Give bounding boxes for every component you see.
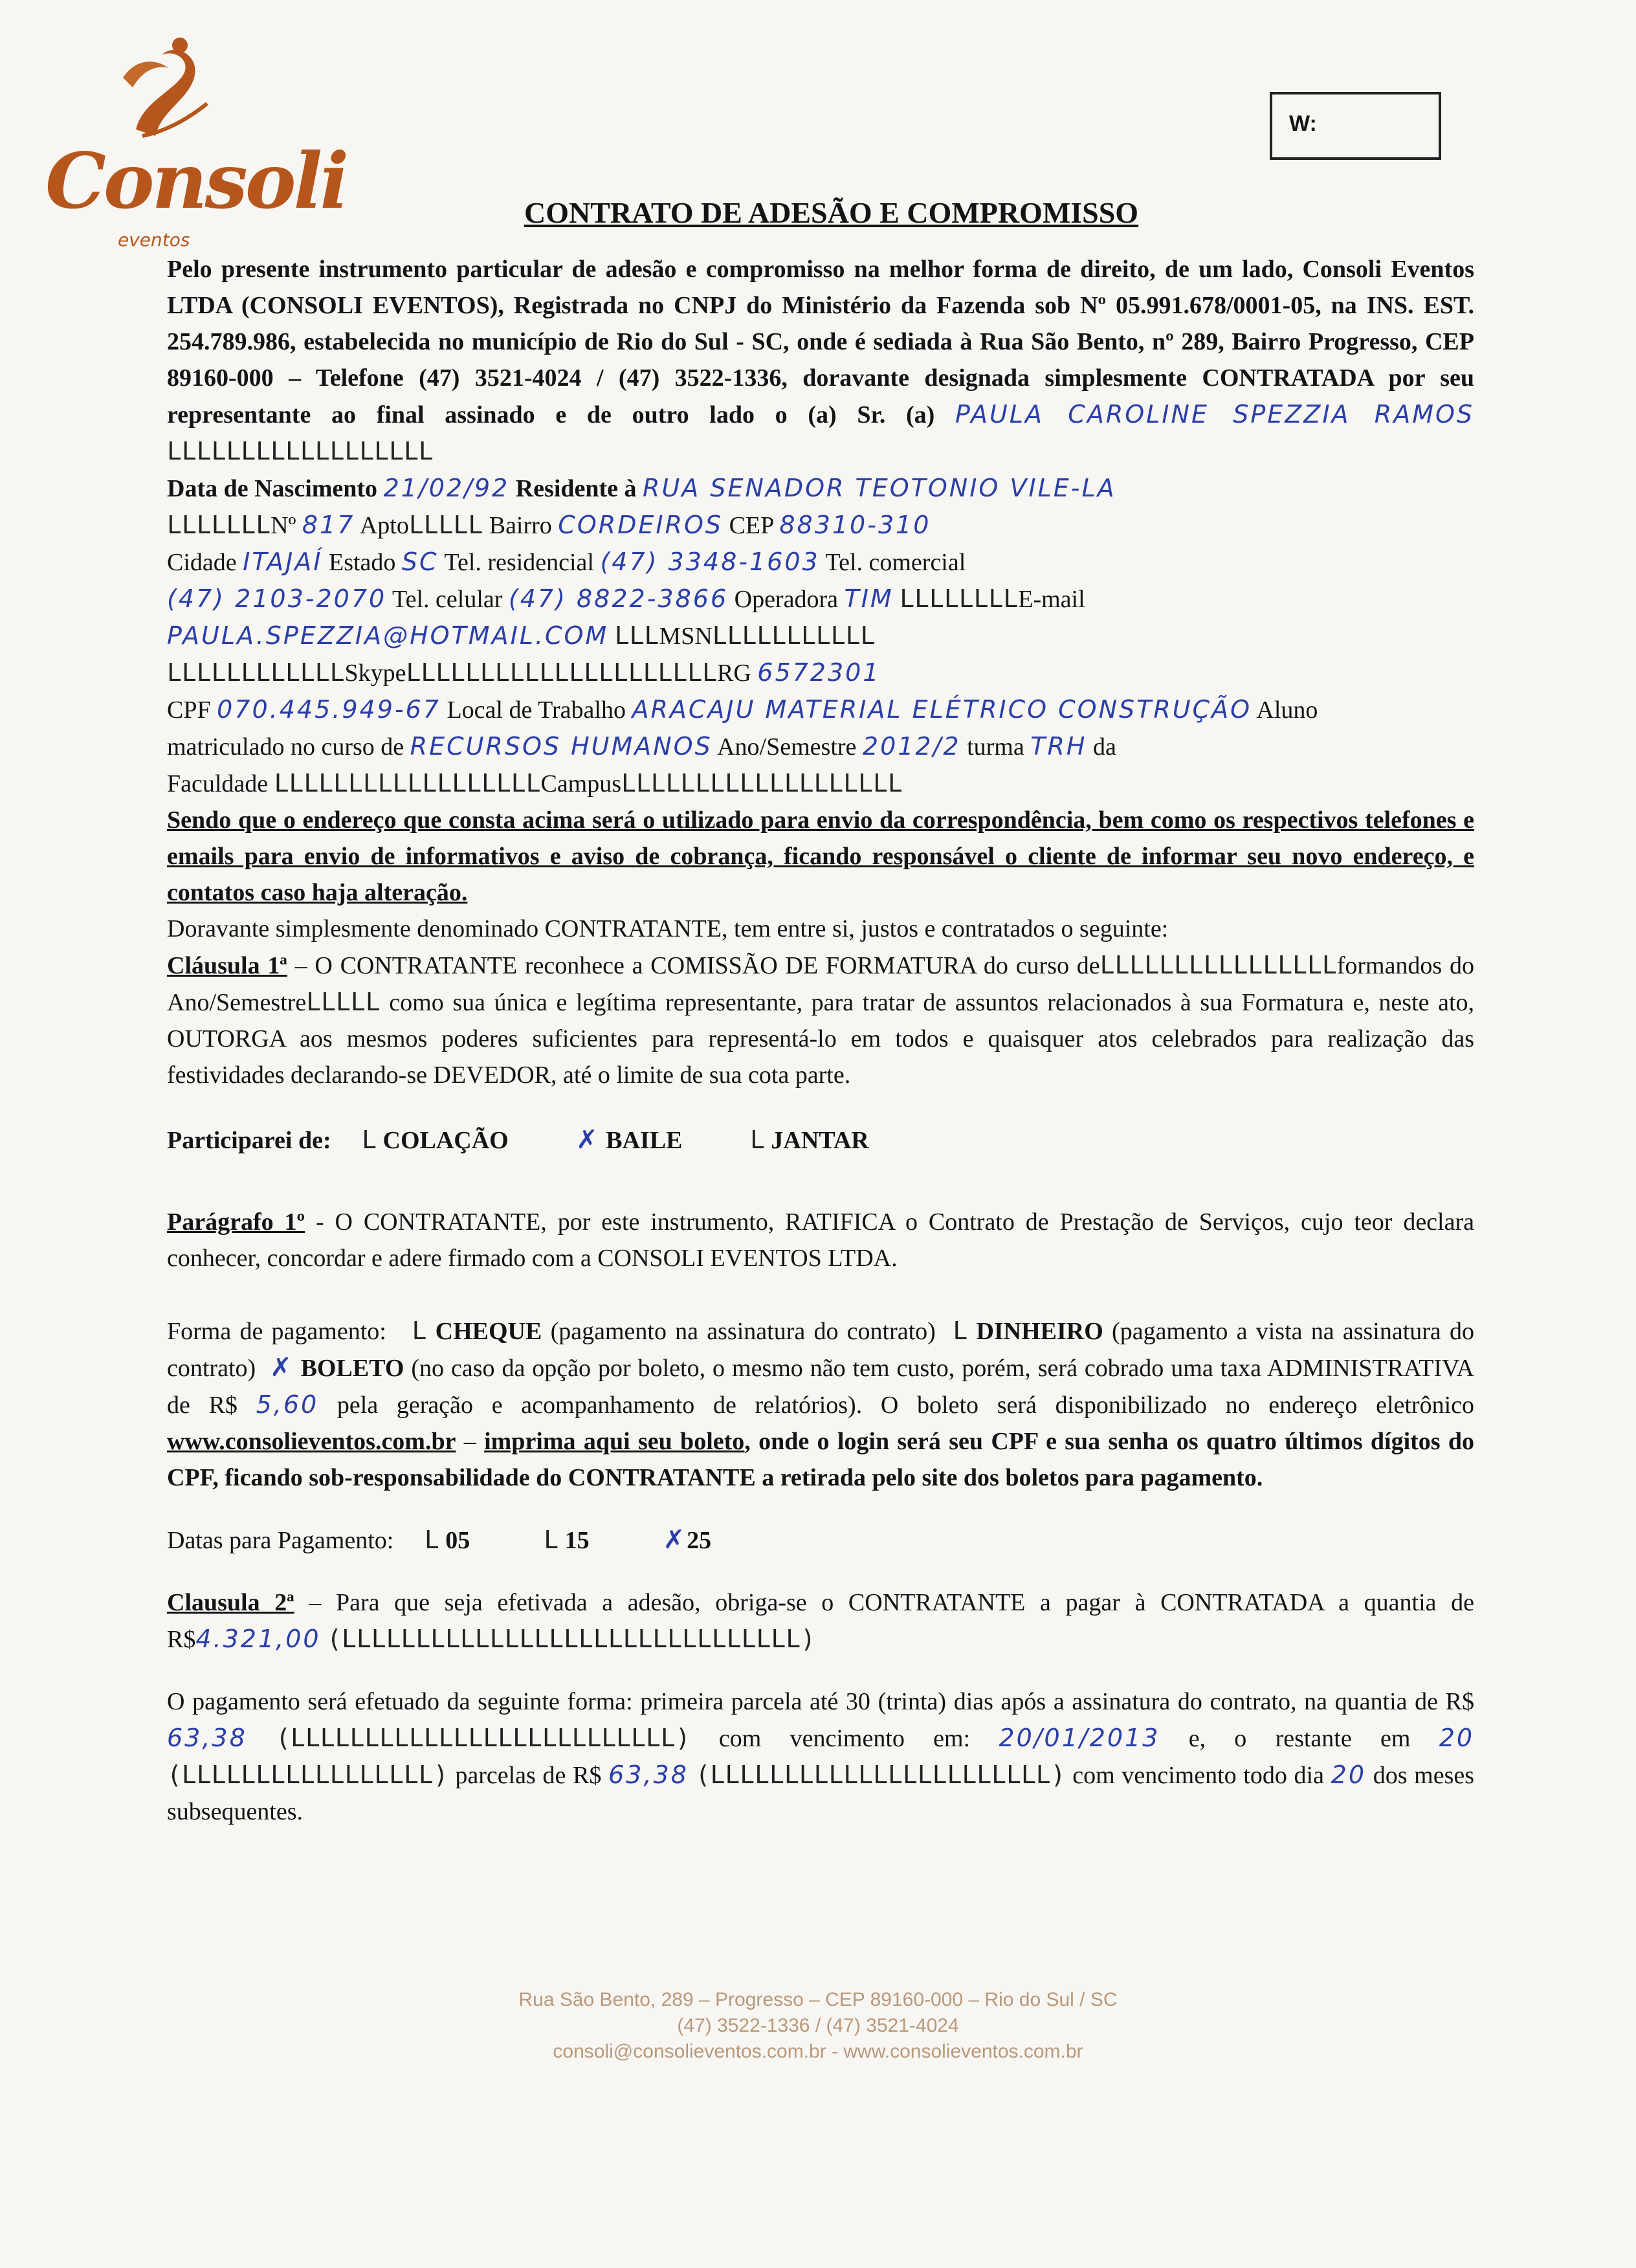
email-label: E-mail — [1018, 586, 1085, 613]
fill-boxes: LLLLLLLLLLLLLLLL — [1100, 951, 1337, 979]
fill-boxes: LLL — [614, 621, 659, 650]
n-label: Nº — [271, 512, 296, 539]
fill-boxes: LLLLLLLL — [900, 584, 1019, 613]
parcelas-label: parcelas de R$ — [455, 1762, 602, 1789]
cep-field: 88310-310 — [779, 511, 931, 539]
tel-res-field: (47) 3348-1603 — [600, 548, 820, 576]
tel-res-label: Tel. residencial — [444, 549, 594, 576]
curso-field: RECURSOS HUMANOS — [410, 732, 713, 761]
operadora-label: Operadora — [734, 586, 838, 613]
msn-label: MSN — [659, 623, 713, 650]
valor-field: 4.321,00 — [195, 1625, 321, 1653]
campus-label: Campus — [540, 770, 622, 797]
estado-label: Estado — [328, 549, 396, 576]
ano-label: Ano/Semestre — [717, 733, 857, 761]
cidade-field: ITAJAÍ — [243, 548, 323, 576]
trabalho-label: Local de Trabalho — [447, 696, 626, 724]
dia-label-b: dos meses subsequentes. — [167, 1762, 1475, 1825]
fill-boxes: LLLLLLLLLLLLLLLLLLLLL — [406, 658, 717, 687]
cpf-field: 070.445.949-67 — [217, 695, 441, 724]
checkbox-colacao[interactable]: L — [362, 1126, 377, 1154]
tel-cel-field: (47) 8822-3866 — [508, 584, 729, 613]
forma-text-a: O pagamento será efetuado da seguinte forma: primeira parcela até 30 (trinta) dias após a assinatura do contrato, na quantia de R$ — [167, 1688, 1474, 1715]
residente-label: Residente à — [515, 475, 637, 502]
fill-boxes: (LLLLLLLLLLLLLLLLLLLLLLLLLL) — [276, 1724, 691, 1752]
paragrafo1-paragraph — [167, 1204, 1474, 1276]
footer-phones: (47) 3522-1336 / (47) 3521-4024 — [677, 2015, 959, 2036]
checkbox-dia-05[interactable]: L — [424, 1526, 439, 1554]
tel-com-field: (47) 2103-2070 — [167, 584, 387, 613]
option-cheque: CHEQUE — [435, 1318, 542, 1345]
restante-field: 20 — [1439, 1724, 1475, 1752]
pagamento-paragraph: Forma de pagamento: L CHEQUE (pagamento na assinatura do contrato) L DINHEIRO (pagamento a vista na assinatura do contrato) ✗ BOLETO (no caso da opção por boleto, o mesmo não tem custo, porém, será cobrado uma taxa ADMINISTRATIVA de R$ 5,60 pela geração e acompanhamento de relatórios). O boleto será disponibilizado no endereço eletrônico www.consolieventos.com.br – imprima aqui seu boleto, onde o login será seu CPF e sua senha os quatro últimos dígitos do CPF, ficando sob-responsabilidade do CONTRATANTE a retirada pelo site dos boletos para pagamento. — [167, 1317, 1475, 1491]
email-field: PAULA.SPEZZIA@HOTMAIL.COM — [167, 621, 609, 650]
logo-figure-icon — [97, 32, 227, 142]
clausula2-text: – Para que seja efetivada a adesão, obriga-se o CONTRATANTE a pagar à CONTRATADA a quantia de R$ — [167, 1589, 1474, 1653]
rg-field: 6572301 — [757, 658, 881, 687]
cidade-line — [167, 544, 1474, 581]
fill-boxes: LLLLLLLLLLLLLLLLLL — [274, 769, 541, 797]
turma-label: turma — [967, 733, 1024, 761]
fill-boxes: (LLLLLLLLLLLLLLLLLLLLLLLLLLLLLLL) — [327, 1625, 816, 1653]
clausula1-text-c: como sua única e legítima representante, para tratar de assuntos relacionados à sua Formatura e, neste ato, OUTORGA aos mesmos poderes suficientes para representá-lo em todos e quaisquer atos celebrados para realização das festividades declarando-se DEVEDOR, até o limite de sua cota parte. — [167, 989, 1475, 1089]
checkbox-boleto-checked[interactable]: ✗ — [270, 1353, 294, 1383]
cpf-label: CPF — [167, 696, 211, 724]
option-dia-05: 05 — [445, 1527, 470, 1554]
operadora-field: TIM — [844, 584, 894, 613]
checkbox-cheque[interactable]: L — [412, 1317, 427, 1345]
dia-field: 20 — [1331, 1761, 1367, 1789]
forma-paragraph — [167, 1684, 1474, 1830]
option-dinheiro: DINHEIRO — [976, 1318, 1103, 1345]
checkbox-dia-25-checked[interactable]: ✗ — [663, 1525, 687, 1555]
checkbox-jantar[interactable]: L — [750, 1126, 765, 1154]
footer-address: Rua São Bento, 289 – Progresso – CEP 89160-000 – Rio do Sul / SC — [518, 1989, 1118, 2010]
option-boleto: BOLETO — [300, 1355, 404, 1382]
fill-boxes: LLLLLLLLLLLL — [167, 658, 345, 687]
participarei-line — [167, 1122, 1474, 1159]
curso-line — [167, 728, 1474, 765]
cheque-note: (pagamento na assinatura do contrato) — [550, 1318, 936, 1345]
option-colacao: COLAÇÃO — [382, 1127, 509, 1154]
clausula1-text-b: formandos do Ano/Semestre — [167, 952, 1475, 1016]
fill-boxes: LLLLLLLLLLL — [712, 621, 876, 650]
clausula2-paragraph — [167, 1584, 1474, 1658]
email-line — [167, 617, 1474, 654]
pagamento-label: Forma de pagamento: — [167, 1318, 386, 1345]
aluno-label: Aluno — [1256, 696, 1318, 724]
parcela-valor-field: 63,38 — [608, 1761, 689, 1789]
trabalho-field: ARACAJU MATERIAL ELÉTRICO CONSTRUÇÃO — [632, 695, 1252, 724]
w-box: W: — [1270, 92, 1441, 160]
faculdade-label: Faculdade — [167, 770, 269, 797]
cep-label: CEP — [729, 512, 773, 539]
imprima-link[interactable]: imprima aqui seu boleto — [484, 1428, 745, 1455]
datas-line — [167, 1522, 1474, 1559]
nascimento-label: Data de Nascimento — [167, 475, 378, 502]
faculdade-line — [167, 765, 1474, 802]
numero-line — [167, 507, 1474, 544]
turma-field: TRH — [1030, 732, 1087, 761]
notice-paragraph: Sendo que o endereço que consta acima será o utilizado para envio da correspondência, bem como os respectivos telefones e emails para envio de informativos e aviso de cobrança, ficando responsável o cliente de informar seu novo endereço, e contatos caso haja alteração. — [167, 806, 1474, 906]
da-label: da — [1092, 733, 1116, 761]
footer — [0, 1987, 1636, 2065]
intro-text: Pelo presente instrumento particular de adesão e compromisso na melhor forma de direito, de um lado, Consoli Eventos LTDA (CONSOLI EVENTOS), Registrada no CNPJ do Ministério da Fazenda sob Nº 05.991.678/0001-05, na INS. EST. 254.789.986, estabelecida no município de Rio do Sul - SC, onde é sediada à Rua São Bento, nº 289, Bairro Progresso, CEP 89160-000 – Telefone (47) 3521-4024 / (47) 3522-1336, doravante designada simplesmente CONTRATADA por seu representante ao final assinado e de outro lado o (a) Sr. (a) — [167, 256, 1474, 428]
site-link[interactable]: www.consolieventos.com.br — [167, 1428, 456, 1455]
fill-boxes: LLLLLLLLLLLLLLLLLLL — [621, 769, 903, 797]
fill-boxes: (LLLLLLLLLLLLLLLLL) — [167, 1761, 448, 1789]
clausula2-label: Clausula 2ª — [167, 1589, 294, 1616]
intro-paragraph — [167, 251, 1474, 470]
estado-field: SC — [401, 548, 439, 576]
skype-line — [167, 654, 1474, 691]
curso-label: matriculado no curso de — [167, 733, 404, 761]
fill-boxes: LLLLL — [306, 988, 381, 1016]
skype-label: Skype — [344, 660, 406, 687]
clausula1-label: Cláusula 1ª — [167, 952, 287, 979]
nascimento-line — [167, 470, 1474, 507]
boleto-note: (no caso da opção por boleto, o mesmo não tem custo, porém, será cobrado uma taxa ADMINISTRATIVA de R$ — [167, 1355, 1475, 1419]
option-dia-25: 25 — [687, 1527, 712, 1554]
taxa-field: 5,60 — [256, 1390, 319, 1419]
nascimento-field: 21/02/92 — [383, 474, 510, 502]
name-field: PAULA CAROLINE SPEZZIA RAMOS — [955, 400, 1475, 428]
taxa-note: pela geração e acompanhamento de relatórios). O boleto será disponibilizado no endereço eletrônico — [337, 1392, 1475, 1419]
checkbox-dia-15[interactable]: L — [544, 1526, 559, 1554]
dinheiro-note: (pagamento a vista na assinatura do contrato) — [167, 1318, 1475, 1382]
cpf-line — [167, 691, 1474, 728]
logo-sub-text: eventos — [118, 229, 190, 250]
n-field: 817 — [302, 511, 355, 539]
fill-boxes: LLLLLLL — [167, 511, 271, 539]
bairro-field: CORDEIROS — [558, 511, 724, 539]
login-text: , onde o login será seu CPF e sua senha os quatro últimos dígitos do CPF, ficando sob-responsabilidade do CONTRATANTE a retirada pelo site dos boletos para pagamento. — [167, 1428, 1475, 1491]
document-title: CONTRATO DE ADESÃO E COMPROMISSO — [524, 196, 1139, 229]
tel-com-label: Tel. comercial — [825, 549, 966, 576]
vencimento-field: 20/01/2013 — [999, 1724, 1160, 1752]
checkbox-dinheiro[interactable]: L — [953, 1317, 968, 1345]
bairro-label: Bairro — [489, 512, 552, 539]
option-baile: BAILE — [606, 1127, 683, 1154]
clausula1-text-a: – O CONTRATANTE reconhece a COMISSÃO DE FORMATURA do curso de — [294, 952, 1100, 979]
option-jantar: JANTAR — [771, 1127, 869, 1154]
apto-label: Apto — [359, 512, 409, 539]
consoli-logo — [45, 32, 347, 250]
footer-contacts: consoli@consolieventos.com.br - www.consolieventos.com.br — [553, 2041, 1083, 2062]
contract-body — [167, 251, 1474, 1830]
fill-boxes: (LLLLLLLLLLLLLLLLLLLLLLL) — [695, 1761, 1066, 1789]
dia-label-a: vencimento todo dia — [1122, 1762, 1324, 1789]
paragrafo1-label: Parágrafo 1º — [167, 1208, 305, 1236]
primeira-parcela-field: 63,38 — [167, 1724, 247, 1752]
vencimento-label: com vencimento em: — [718, 1725, 971, 1752]
checkbox-baile-checked[interactable]: ✗ — [576, 1125, 600, 1155]
com-label: com — [1072, 1762, 1115, 1789]
ano-field: 2012/2 — [862, 732, 961, 761]
fill-boxes: LLLLLLLLLLLLLLLLLL — [167, 437, 434, 465]
fill-boxes: LLLLL — [408, 511, 483, 539]
restante-label: e, o restante em — [1188, 1725, 1411, 1752]
clausula1-paragraph — [167, 947, 1474, 1093]
celular-line — [167, 581, 1474, 617]
tel-cel-label: Tel. celular — [392, 586, 503, 613]
datas-label: Datas para Pagamento: — [167, 1527, 394, 1554]
paragrafo1-text: - O CONTRATANTE, por este instrumento, RATIFICA o Contrato de Prestação de Serviços, cujo teor declara conhecer, concordar e adere firmado com a CONSOLI EVENTOS LTDA. — [167, 1208, 1474, 1272]
residente-field: RUA SENADOR TEOTONIO VILE-LA — [643, 474, 1116, 502]
option-dia-15: 15 — [564, 1527, 590, 1554]
rg-label: RG — [716, 660, 751, 687]
logo-brand-text: Consoli — [45, 136, 347, 226]
cidade-label: Cidade — [167, 549, 237, 576]
participarei-label: Participarei de: — [167, 1127, 331, 1154]
doravante-paragraph: Doravante simplesmente denominado CONTRATANTE, tem entre si, justos e contratados o seguinte: — [167, 915, 1169, 942]
